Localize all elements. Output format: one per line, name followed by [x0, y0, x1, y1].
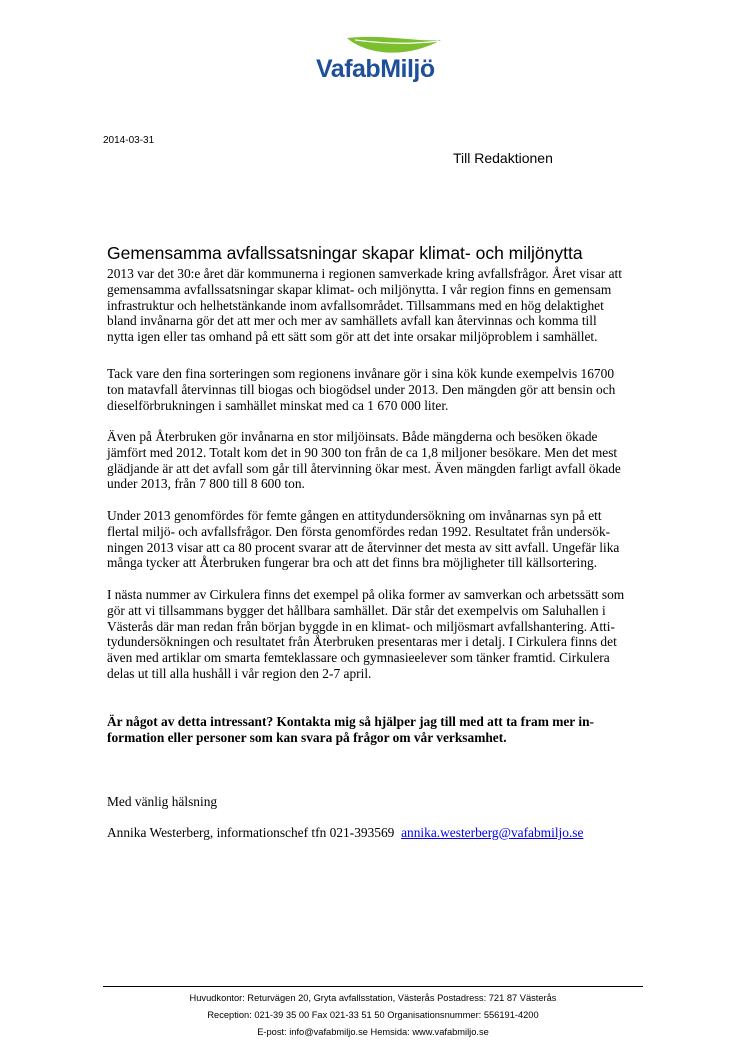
signature-text: Annika Westerberg, informationschef tfn 021-393569 [107, 825, 395, 840]
footer-contact: E-post: info@vafabmiljo.se Hemsida: www.vafabmiljo.se [257, 1027, 489, 1037]
text-line: Västerås där man redan från början byggde in en klimat- och miljösmart avfallshantering. Atti- [107, 618, 615, 634]
text-line: Tack vare den fina sorteringen som regionens invånare gör i sina kök kunde exempelvis 16700 [107, 366, 615, 381]
text-line: delas ut till alla hushåll i vår region den 2-7 april. [107, 665, 372, 681]
text-line: infrastruktur och helhetstänkande inom avfallsområdet. Tillsammans med en hög delaktighet [107, 297, 604, 313]
text-line: även med artiklar om smarta femteklassare och gymnasieelever som tänker framtid. Cirkulera [107, 650, 610, 666]
paragraph-1 [107, 266, 622, 345]
footer-address: Huvudkontor: Returvägen 20, Gryta avfallsstation, Västerås Postadress: 721 87 Västerås [189, 993, 557, 1003]
text-line: under 2013, från 7 800 till 8 600 ton. [107, 476, 305, 492]
text-line: gemensamma avfallssatsningar skapar klimat- och miljönytta. I vår region finns en gemensam [107, 281, 612, 297]
closing-text: Med vänlig hälsning [107, 794, 218, 809]
text-line: Är något av detta intressant? Kontakta mig så hjälper jag till med att ta fram mer in- [107, 714, 594, 729]
paragraph-4 [107, 508, 619, 571]
email-link[interactable]: annika.westerberg@vafabmiljo.se [401, 825, 584, 840]
text-line: ningen 2013 visar att ca 80 procent svarar att de återvinner det mesta av sitt avfall. Ungefär lika [107, 539, 620, 555]
footer-divider [103, 986, 643, 987]
text-line: gör att vi tillsammans bygger det hållbara samhället. Där står det exempelvis om Saluhallen i [107, 602, 606, 618]
text-line: glädjande är att det avfall som går till återvinning ökar mest. Även mängden farligt avfall ökade [107, 460, 621, 476]
recipient: Till Redaktionen [453, 150, 553, 166]
press-release-title: Gemensamma avfallssatsningar skapar klimat- och miljönytta [107, 243, 583, 263]
paragraph-3 [107, 429, 621, 492]
company-logo: VafabMiljö [316, 55, 435, 83]
text-line: ton matavfall återvinnas till biogas och biogödsel under 2013. Den mängden gör att bensin och [107, 381, 616, 397]
document-date: 2014-03-31 [103, 135, 155, 146]
text-line: bland invånarna gör det att mer och mer av samhällets avfall kan återvinnas och komma till [107, 313, 597, 329]
callout-paragraph [107, 714, 594, 746]
text-line: jämfört med 2012. Totalt kom det in 90 300 ton från de ca 1,8 miljoner besökare. Men det mest [107, 444, 618, 460]
signature [107, 825, 583, 841]
text-line: flertal miljö- och avfallsfrågor. Den första genomfördes redan 1992. Resultatet från undersök- [107, 523, 611, 539]
text-line: nytta igen eller tas omhand på ett sätt som gör att det inte orsakar miljöproblem i samhället. [107, 329, 598, 345]
text-line: I nästa nummer av Cirkulera finns det exempel på olika former av samverkan och arbetssätt som [107, 587, 625, 602]
text-line: 2013 var det 30:e året där kommunerna i regionen samverkade kring avfallsfrågor. Året visar att [107, 266, 622, 281]
text-line: dieselförbrukningen i samhället minskat med ca 1 670 000 liter. [107, 397, 449, 413]
text-line: tydundersökningen och resultatet från Återbruken presentaras mer i detalj. I Cirkulera finns det [107, 634, 617, 650]
text-line: Även på Återbruken gör invånarna en stor miljöinsats. Både mängderna och besöken ökade [107, 429, 598, 444]
footer-phone: Reception: 021-39 35 00 Fax 021-33 51 50 Organisationsnummer: 556191-4200 [207, 1010, 539, 1020]
signature-line [107, 825, 583, 841]
paragraph-2 [107, 366, 615, 413]
text-line: Under 2013 genomfördes för femte gången en attitydundersökning om invånarnas syn på ett [107, 508, 602, 523]
text-line: formation eller personer som kan svara på frågor om vår verksamhet. [107, 729, 507, 745]
paragraph-5 [107, 587, 624, 682]
text-line: många tycker att Återbruken fungerar bra och att det finns bra möjligheter till källsortering. [107, 555, 598, 571]
closing [107, 794, 217, 810]
